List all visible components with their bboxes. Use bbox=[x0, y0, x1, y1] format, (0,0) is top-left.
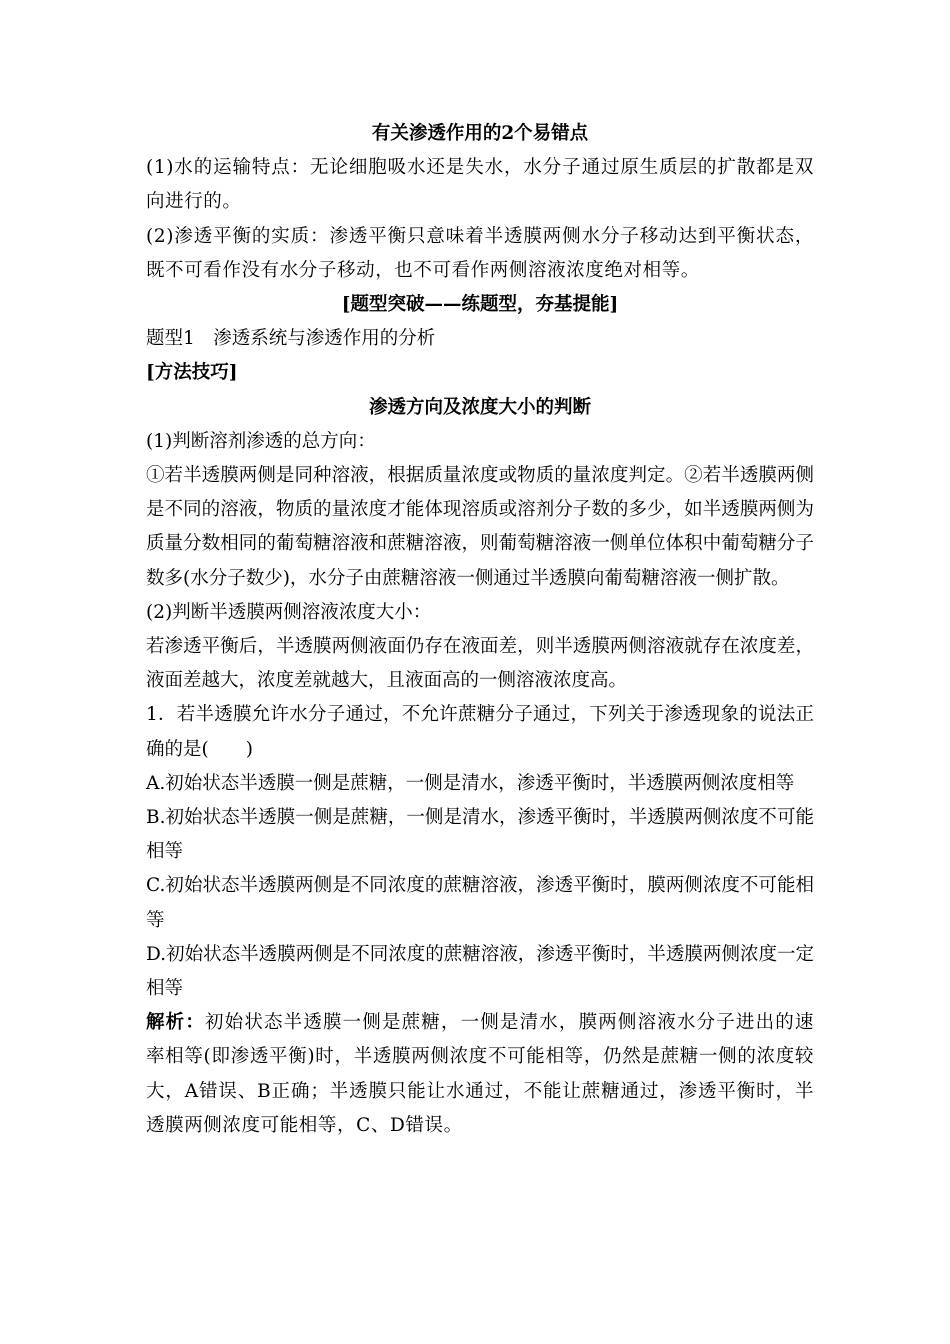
concentration-text: 若渗透平衡后，半透膜两侧液面仍存在液面差，则半透膜两侧溶液就存在浓度差，液面差越大，浓度差就越大，且液面高的一侧溶液浓度高。 bbox=[146, 636, 814, 692]
topic-heading: 题型1 渗透系统与渗透作用的分析 bbox=[146, 328, 436, 350]
direction-label: (1)判断溶剂渗透的总方向： bbox=[146, 430, 376, 452]
method-subtitle: 渗透方向及浓度大小的判断 bbox=[368, 396, 591, 418]
document-page bbox=[146, 117, 814, 1143]
point-water-transport: (1)水的运输特点：无论细胞吸水还是失水，水分子通过原生质层的扩散都是双向进行的。 bbox=[146, 157, 814, 213]
analysis-text: 初始状态半透膜一侧是蔗糖，一侧是清水，膜两侧溶液水分子进出的速率相等(即渗透平衡)时，半透膜两侧浓度不可能相等，仍然是蔗糖一侧的浓度较大，A错误、B正确；半透膜只能让水通过，不能让蔗糖通过，渗透平衡时，半透膜两侧浓度可能相等，C、D错误。 bbox=[146, 1012, 814, 1136]
point-osmotic-balance: (2)渗透平衡的实质：渗透平衡只意味着半透膜两侧水分子移动达到平衡状态，既不可看作没有水分子移动，也不可看作两侧溶液浓度绝对相等。 bbox=[146, 225, 814, 281]
method-label: [方法技巧] bbox=[146, 362, 238, 384]
option-d: D.初始状态半透膜两侧是不同浓度的蔗糖溶液，渗透平衡时，半透膜两侧浓度一定相等 bbox=[146, 943, 814, 1000]
analysis bbox=[146, 1006, 814, 1143]
analysis-label: 解析： bbox=[146, 1012, 205, 1034]
section-title: 有关渗透作用的2个易错点 bbox=[371, 123, 589, 144]
option-a: A.初始状态半透膜一侧是蔗糖，一侧是清水，渗透平衡时，半透膜两侧浓度相等 bbox=[146, 772, 795, 794]
option-c: C.初始状态半透膜两侧是不同浓度的蔗糖溶液，渗透平衡时，膜两侧浓度不可能相等 bbox=[146, 875, 814, 931]
practice-heading: [题型突破——练题型，夯基提能] bbox=[341, 294, 619, 316]
concentration-label: (2)判断半透膜两侧溶液浓度大小： bbox=[146, 601, 432, 623]
direction-text: ①若半透膜两侧是同种溶液，根据质量浓度或物质的量浓度判定。②若半透膜两侧是不同的溶液，物质的量浓度才能体现溶质或溶剂分子数的多少，如半透膜两侧为质量分数相同的葡萄糖溶液和蔗糖溶液，则葡萄糖溶液一侧单位体积中葡萄糖分子数多(水分子数少)，水分子由蔗糖溶液一侧通过半透膜向葡萄糖溶液一侧扩散。 bbox=[146, 465, 814, 589]
question-stem: 1．若半透膜允许水分子通过，不允许蔗糖分子通过，下列关于渗透现象的说法正确的是( ) bbox=[146, 704, 814, 760]
option-b: B.初始状态半透膜一侧是蔗糖，一侧是清水，渗透平衡时，半透膜两侧浓度不可能相等 bbox=[146, 807, 814, 863]
